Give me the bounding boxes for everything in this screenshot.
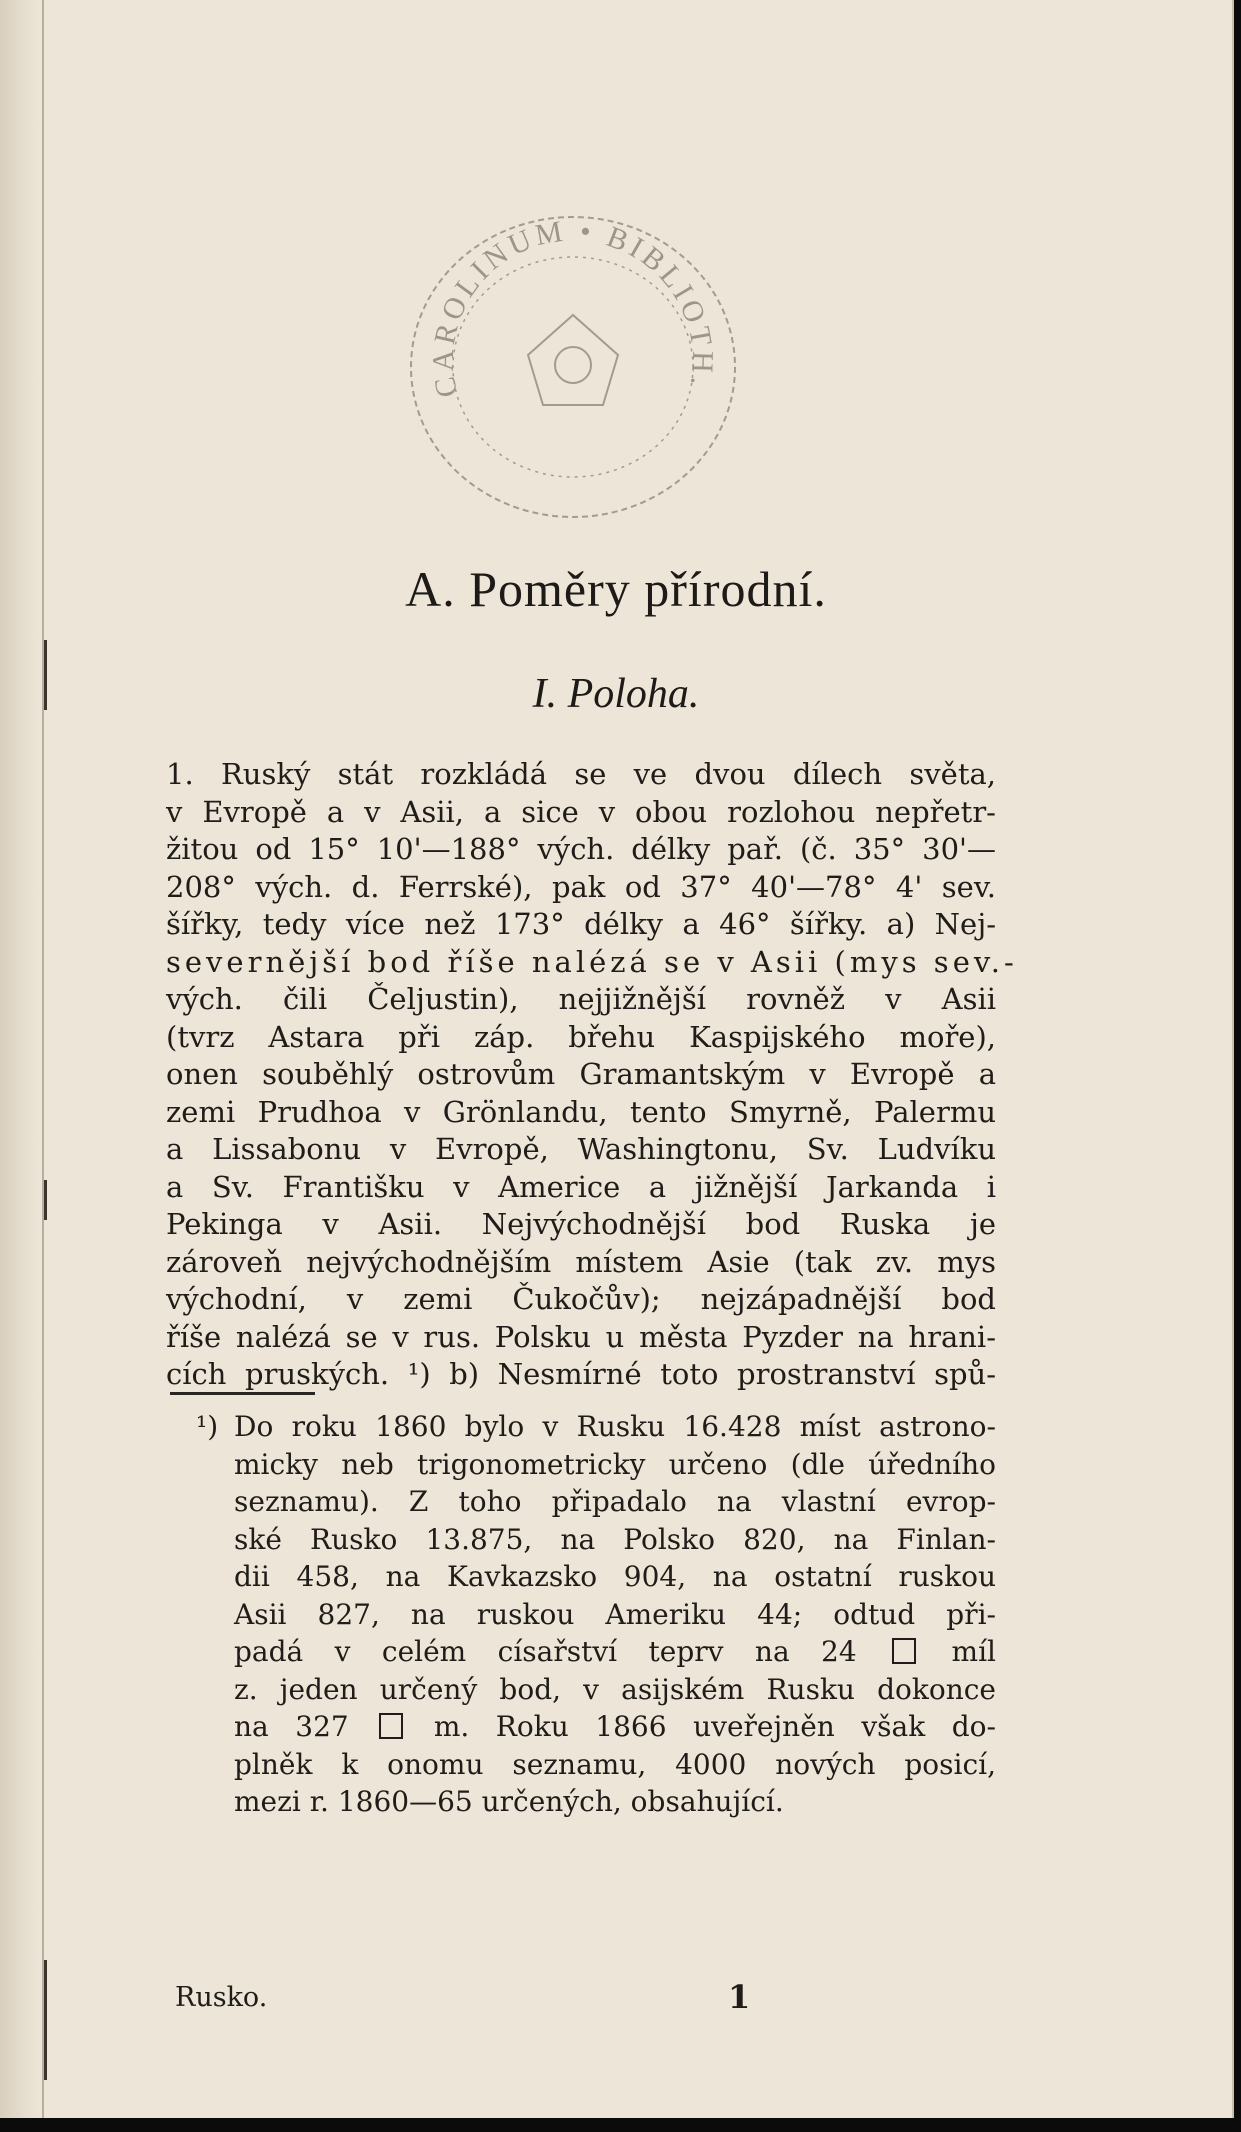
text-line: říše nalézá se v rus. Polsku u města Pyzder na hrani- — [166, 1319, 996, 1354]
text-line: Pekinga v Asii. Nejvýchodnější bod Ruska je — [166, 1207, 996, 1241]
square-symbol-icon — [892, 1638, 916, 1664]
footnote-line — [234, 1633, 996, 1671]
footnote-line-text: padá v celém císařství teprv na 24 — [234, 1635, 889, 1668]
margin-mark — [44, 1960, 47, 2080]
margin-mark — [44, 1180, 47, 1220]
text-line: severnější bod říše nalézá se v Asii (mys sev.- — [166, 944, 1018, 979]
text-line: zároveň nejvýchodnějším místem Asie (tak zv. mys — [166, 1244, 996, 1279]
text-line: 208° vých. d. Ferrské), pak od 37° 40'—78° 4' sev. — [166, 869, 996, 904]
text-line: a Lissabonu v Evropě, Washingtonu, Sv. Ludvíku — [166, 1132, 996, 1166]
footnote-line: plněk k onomu seznamu, 4000 nových posicí, — [234, 1747, 996, 1781]
footnote-line: ské Rusko 13.875, na Polsko 820, na Finlan- — [234, 1522, 996, 1556]
footnote-line: z. jeden určený bod, v asijském Rusku dokonce — [234, 1672, 996, 1706]
text-line: onen souběhlý ostrovům Gramantským v Evropě a — [166, 1057, 996, 1091]
footnote-line: Asii 827, na ruskou Ameriku 44; odtud při- — [234, 1597, 996, 1631]
chapter-heading: A. Poměry přírodní. — [405, 561, 827, 617]
section-heading: I. Poloha. — [532, 671, 700, 717]
footnote-marker: ¹) — [196, 1410, 219, 1443]
text-line: vých. čili Čeljustin), nejjižnější rovněž v Asii — [166, 982, 996, 1016]
footnote-line-tail: m. Roku 1866 uveřejněn však do- — [433, 1710, 996, 1743]
page-number: 1 — [728, 1978, 751, 2016]
text-line: žitou od 15° 10'—188° vých. délky pař. (č. 35° 30'— — [166, 832, 996, 866]
footnote-line: micky neb trigonometricky určeno (dle úředního — [234, 1447, 996, 1481]
page-gutter — [0, 0, 44, 2118]
footnote-line: dii 458, na Kavkazsko 904, na ostatní ruskou — [234, 1560, 996, 1593]
text-line: cích pruských. ¹) b) Nesmírné toto prostranství spů- — [166, 1357, 996, 1391]
footnote — [166, 1408, 996, 1821]
text-line: v Evropě a v Asii, a sice v obou rozlohou nepřetr- — [166, 794, 996, 829]
library-stamp — [398, 205, 748, 530]
square-symbol-icon — [379, 1713, 403, 1739]
footnote-line: Do roku 1860 bylo v Rusku 16.428 míst astrono- — [234, 1410, 996, 1443]
text-line: zemi Prudhoa v Grönlandu, tento Smyrně, Palermu — [166, 1094, 996, 1129]
text-line: šířky, tedy více než 173° délky a 46° šířky. a) Nej- — [166, 907, 996, 941]
main-paragraph — [166, 756, 1018, 1394]
text-line: a Sv. Františku v Americe a jižnější Jarkanda i — [166, 1169, 996, 1204]
svg-text:CAROLINUM • BIBLIOTH.: CAROLINUM • BIBLIOTH. — [426, 214, 720, 401]
signature-mark: Rusko. — [175, 1982, 268, 2013]
footnote-line: mezi r. 1860—65 určených, obsahující. — [234, 1785, 784, 1818]
footnote-line — [234, 1708, 996, 1746]
footnote-rule — [170, 1392, 315, 1395]
text-line: 1. Ruský stát rozkládá se ve dvou dílech světa, — [166, 757, 996, 791]
footnote-line: seznamu). Z toho připadalo na vlastní evrop- — [234, 1485, 996, 1518]
text-line: východní, v zemi Čukočův); nejzápadnější bod — [166, 1282, 996, 1316]
text-line: (tvrz Astara při záp. břehu Kaspijského moře), — [166, 1019, 996, 1054]
footnote-line-text: na 327 — [234, 1710, 376, 1743]
footnote-line-tail: míl — [951, 1635, 996, 1668]
